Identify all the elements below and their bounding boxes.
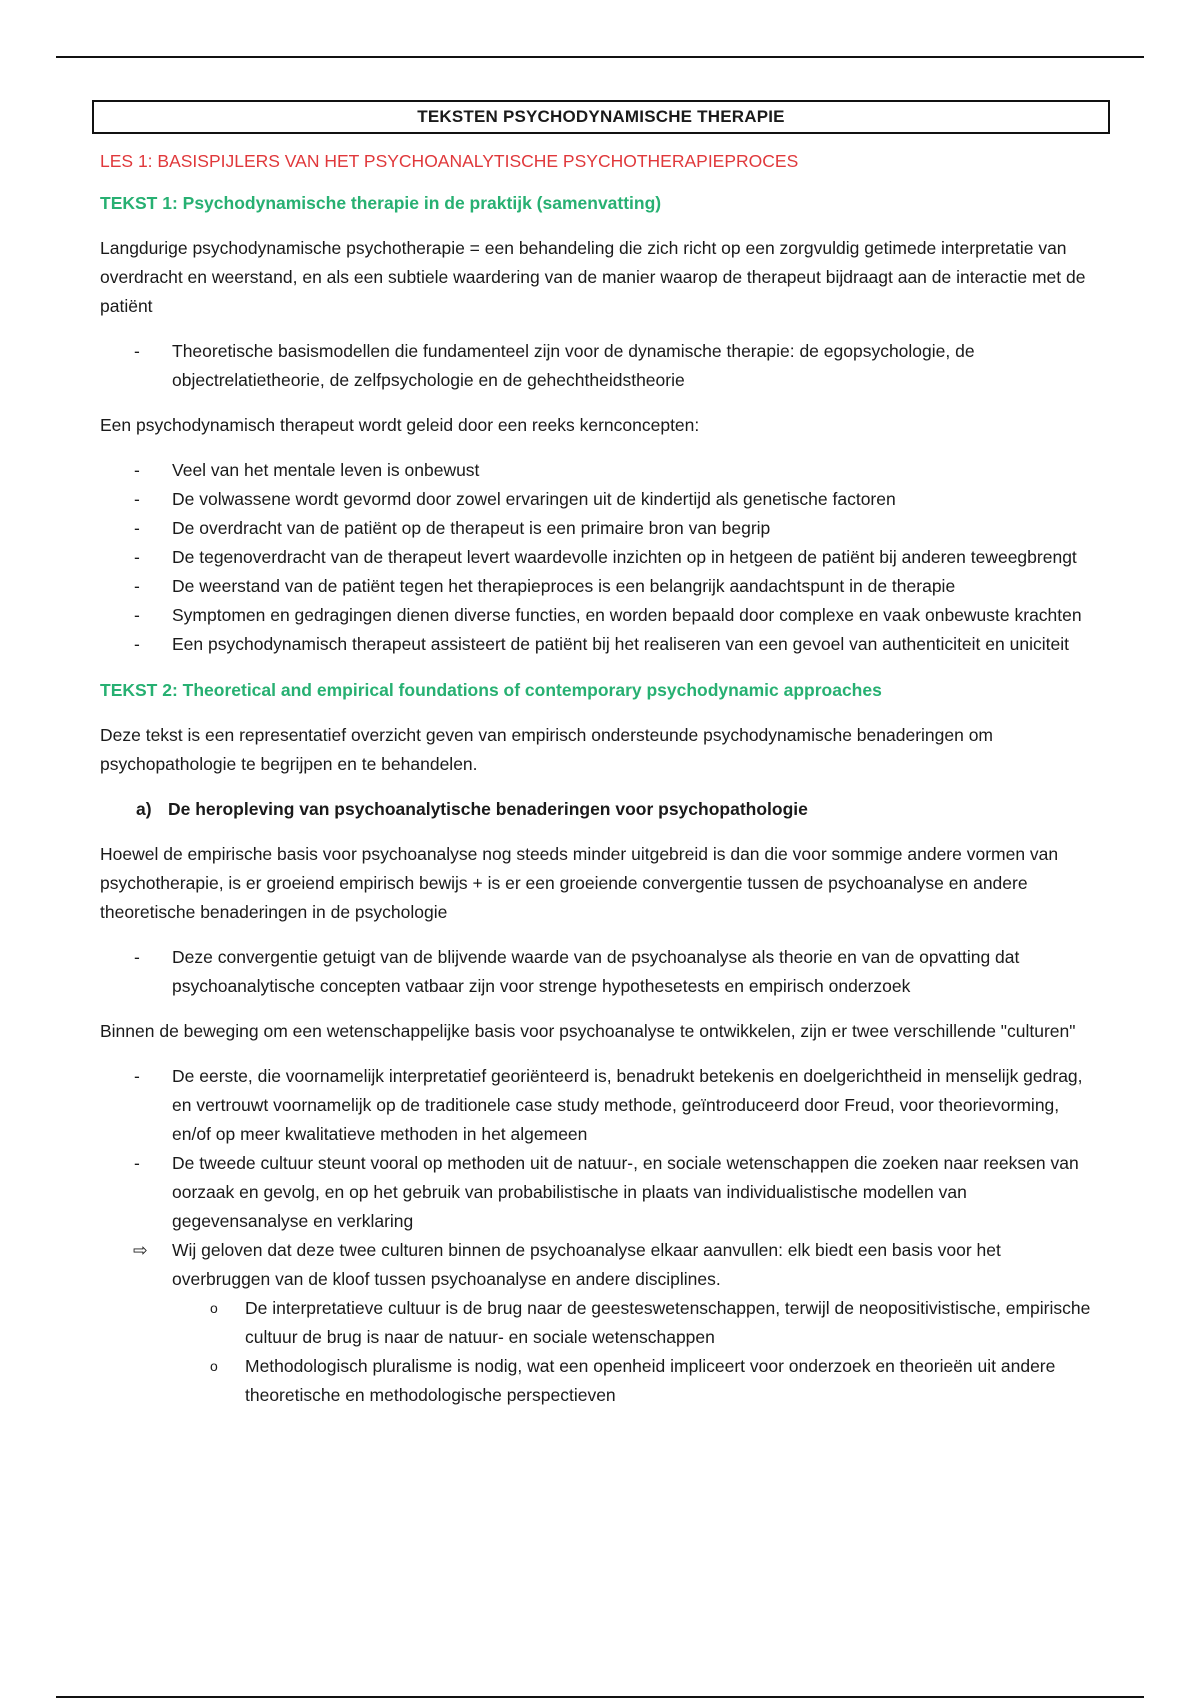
list-item: - Deze convergentie getuigt van de blijvende waarde van de psychoanalyse als theorie en van de opvatting dat psychoanalytische concepten vatbaar zijn voor strenge hypothesetests en empirisch onderzoek: [134, 947, 1020, 996]
list-item: - Veel van het mentale leven is onbewust: [134, 460, 480, 480]
list-item: o De interpretatieve cultuur is de brug naar de geesteswetenschappen, terwijl de neopositivistische, empirische cultuur de brug is naar de natuur- en sociale wetenschappen: [100, 1294, 1100, 1352]
text1-bullets: [100, 337, 1100, 395]
list-item: - Theoretische basismodellen die fundamenteel zijn voor de dynamische therapie: de egopsychologie, de objectrelatietheorie, de zelfpsychologie en de gehechtheidstheorie: [100, 337, 1100, 395]
circle-bullet-icon: o: [210, 1358, 218, 1374]
subsection-heading: [100, 795, 1100, 824]
subsection-label: a): [136, 799, 152, 819]
circle-bullet-icon: o: [210, 1300, 218, 1316]
list-item: - De weerstand van de patiënt tegen het therapieproces is een belangrijk aandachtspunt in de therapie: [134, 576, 956, 596]
text1-heading: TEKST 1: Psychodynamische therapie in de praktijk (samenvatting): [100, 193, 662, 213]
sub-points-list: [100, 1294, 1100, 1410]
list-item: - De eerste, die voornamelijk interpretatief georiënteerd is, benadrukt betekenis en doelgerichtheid in menselijk gedrag, en vertrouwt voornamelijk op de traditionele case study methode, geïntroduceerd door Freud, voor theorievorming, en/of op meer kwalitatieve methoden in het algemeen: [134, 1066, 1083, 1144]
text2-bullets: [100, 943, 1100, 1001]
list-item: - Symptomen en gedragingen dienen diverse functies, en worden bepaald door complexe en vaak onbewuste krachten: [134, 605, 1082, 625]
subsection-title: De heropleving van psychoanalytische benaderingen voor psychopathologie: [168, 799, 808, 819]
text2-para1: Hoewel de empirische basis voor psychoanalyse nog steeds minder uitgebreid is dan die voor sommige andere vormen van psychotherapie, is er groeiend empirisch bewijs + is er een groeiende convergentie tussen de psychoanalyse en andere theoretische benaderingen in de psychologie: [100, 844, 1059, 922]
text2-intro: Deze tekst is een representatief overzicht geven van empirisch ondersteunde psychodynamische benaderingen om psychopathologie te begrijpen en te behandelen.: [100, 725, 994, 774]
cultures-list: [100, 1062, 1100, 1236]
list-item: - De tegenoverdracht van de therapeut levert waardevolle inzichten op in hetgeen de patiënt bij anderen teweegbrengt: [134, 547, 1077, 567]
arrow-icon: ⇨: [133, 1240, 148, 1260]
list-item: - De tweede cultuur steunt vooral op methoden uit de natuur-, en sociale wetenschappen die zoeken naar reeksen van oorzaak en gevolg, en op het gebruik van probabilistische in plaats van individualistische modellen van gegevensanalyse en verklaring: [134, 1153, 1079, 1231]
list-item: - Een psychodynamisch therapeut assisteert de patiënt bij het realiseren van een gevoel van authenticiteit en uniciteit: [134, 634, 1069, 654]
core-concepts-list: [100, 456, 1100, 659]
list-item: - De volwassene wordt gevormd door zowel ervaringen uit de kindertijd als genetische factoren: [134, 489, 896, 509]
lesson-heading: LES 1: BASISPIJLERS VAN HET PSYCHOANALYTISCHE PSYCHOTHERAPIEPROCES: [100, 151, 799, 171]
text1-intro: Langdurige psychodynamische psychotherapie = een behandeling die zich richt op een zorgvuldig getimede interpretatie van overdracht en weerstand, en als een subtiele waardering van de manier waarop de therapeut bijdraagt aan de interactie met de patiënt: [100, 238, 1086, 316]
top-rule: [56, 56, 1144, 58]
conclusion-item: ⇨ Wij geloven dat deze twee culturen binnen de psychoanalyse elkaar aanvullen: elk biedt een basis voor het overbruggen van de kloof tussen psychoanalyse en andere disciplines.: [100, 1236, 1100, 1294]
list-item: - De overdracht van de patiënt op de therapeut is een primaire bron van begrip: [134, 518, 771, 538]
text1-lead: Een psychodynamisch therapeut wordt geleid door een reeks kernconcepten:: [100, 415, 700, 435]
text2-para2: Binnen de beweging om een wetenschappelijke basis voor psychoanalyse te ontwikkelen, zijn er twee verschillende "culturen": [100, 1021, 1076, 1041]
dash-marker: -: [134, 341, 140, 361]
page-content: [100, 100, 1100, 1410]
list-item: o Methodologisch pluralisme is nodig, wat een openheid impliceert voor onderzoek en theorieën uit andere theoretische en methodologische perspectieven: [100, 1352, 1100, 1410]
text2-heading: TEKST 2: Theoretical and empirical foundations of contemporary psychodynamic approaches: [100, 680, 882, 700]
bottom-rule: [56, 1696, 1144, 1698]
document-title: TEKSTEN PSYCHODYNAMISCHE THERAPIE: [92, 100, 1110, 134]
